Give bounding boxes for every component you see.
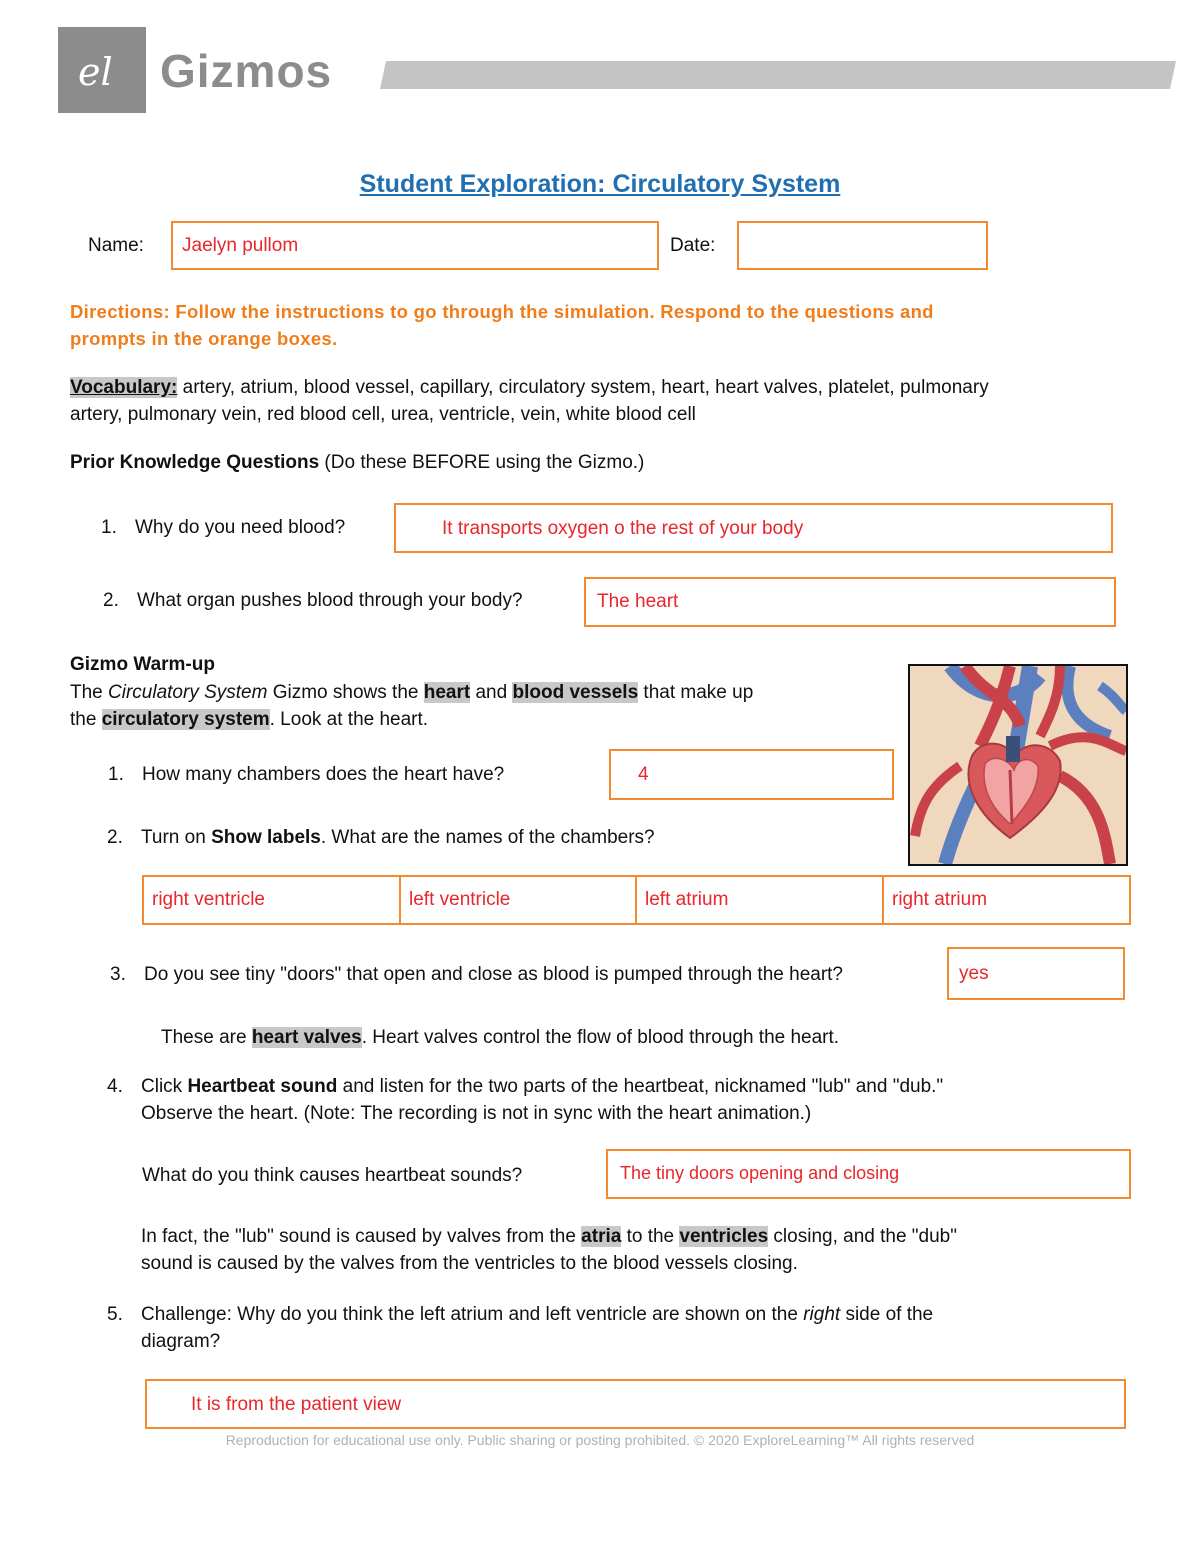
term-atria: atria	[581, 1226, 622, 1247]
brand-name: Gizmos	[160, 45, 333, 97]
date-label: Date:	[670, 235, 716, 256]
intro2-text-2: . Look at the heart.	[269, 709, 429, 730]
prior-q2-text: What organ pushes blood through your body?	[137, 590, 523, 611]
chamber-answer-3[interactable]	[635, 875, 884, 925]
vocabulary	[70, 374, 1140, 428]
warmup-q2-number: 2.	[107, 827, 123, 848]
show-labels-term: Show labels	[211, 827, 321, 848]
chamber-2-text: left ventricle	[409, 889, 511, 910]
prior-q2-answer: The heart	[597, 591, 679, 612]
vocabulary-label: Vocabulary:	[70, 377, 178, 398]
warmup-q3-text: Do you see tiny "doors" that open and close as blood is pumped through the heart?	[144, 964, 844, 985]
warmup-q5-answer-box[interactable]	[145, 1379, 1126, 1429]
lub-dub-fact	[141, 1223, 1141, 1277]
warmup-q4-answer: The tiny doors opening and closing	[620, 1163, 900, 1183]
prior-q2-number: 2.	[103, 590, 119, 611]
warmup-q4-number: 4.	[107, 1076, 123, 1097]
page-title: Student Exploration: Circulatory System	[359, 170, 841, 198]
prior-knowledge-heading	[70, 452, 644, 474]
chamber-1-text: right ventricle	[152, 889, 265, 910]
header-decor-bar	[380, 61, 1176, 89]
intro-text-2: Gizmo shows the	[267, 682, 424, 703]
q2-text-2: . What are the names of the chambers?	[320, 827, 655, 848]
vocabulary-list-1: artery, atrium, blood vessel, capillary, circulatory system, heart, heart valves, platelet, pulmonary	[177, 377, 989, 398]
warmup-q3-number: 3.	[110, 964, 126, 985]
warmup-q2-text	[141, 827, 655, 849]
q4-text-2: and listen for the two parts of the heartbeat, nicknamed "lub" and "dub."	[337, 1076, 944, 1097]
warmup-q1-text: How many chambers does the heart have?	[142, 764, 505, 785]
directions-line-1: Directions: Follow the instructions to go through the simulation. Respond to the questions and	[70, 301, 934, 322]
fact-text-3: closing, and the "dub"	[768, 1226, 957, 1247]
heart-diagram-image	[908, 664, 1128, 866]
warmup-q3-answer: yes	[959, 963, 989, 984]
warmup-heading: Gizmo Warm-up	[70, 654, 215, 675]
brand-logo-box	[58, 27, 146, 113]
chamber-3-text: left atrium	[645, 889, 729, 910]
term-circulatory-system: circulatory system	[101, 709, 270, 730]
warmup-q1-number: 1.	[108, 764, 124, 785]
svg-text:el: el	[78, 50, 113, 94]
intro-text-3: and	[470, 682, 513, 703]
q5-text-1: Challenge: Why do you think the left atrium and left ventricle are shown on the	[141, 1304, 804, 1325]
term-heart-valves: heart valves	[251, 1027, 362, 1048]
vocabulary-list-2: artery, pulmonary vein, red blood cell, urea, ventricle, vein, white blood cell	[70, 404, 696, 425]
prior-q1-number: 1.	[101, 517, 117, 538]
warmup-q3-answer-box[interactable]	[947, 947, 1125, 1000]
prior-q2-answer-box[interactable]	[584, 577, 1116, 627]
term-heart: heart	[423, 682, 471, 703]
q5-line-2: diagram?	[141, 1331, 221, 1352]
date-field[interactable]	[737, 221, 988, 270]
chamber-4-text: right atrium	[892, 889, 988, 910]
warmup-q5-answer: It is from the patient view	[191, 1394, 402, 1415]
warmup-intro	[70, 679, 900, 733]
warmup-q4-answer-box[interactable]	[606, 1149, 1131, 1199]
term-ventricles: ventricles	[679, 1226, 769, 1247]
q2-text-1: Turn on	[141, 827, 212, 848]
warmup-q4-ask: What do you think causes heartbeat sounds?	[142, 1165, 523, 1186]
fact-line-2: sound is caused by the valves from the ventricles to the blood vessels closing.	[141, 1253, 798, 1274]
heart-valves-note	[161, 1027, 839, 1049]
intro2-text-1: the	[70, 709, 102, 730]
chamber-answer-4[interactable]	[882, 875, 1131, 925]
chamber-answer-2[interactable]	[399, 875, 637, 925]
directions-line-2: prompts in the orange boxes.	[70, 328, 338, 349]
prior-heading-note: (Do these BEFORE using the Gizmo.)	[319, 452, 645, 473]
fact-text-1: In fact, the "lub" sound is caused by valves from the	[141, 1226, 582, 1247]
intro-text-4: that make up	[638, 682, 754, 703]
directions-text	[70, 298, 934, 352]
intro-gizmo-name: Circulatory System	[108, 682, 268, 703]
q5-text-2: side of the	[840, 1304, 934, 1325]
warmup-q5-text	[141, 1301, 1141, 1355]
copyright-footer: Reproduction for educational use only. Public sharing or posting prohibited. © 2020 ExploreLearning™ All rights reserved	[225, 1432, 975, 1448]
warmup-q5-number: 5.	[107, 1304, 123, 1325]
valves-text-2: . Heart valves control the flow of blood through the heart.	[361, 1027, 840, 1048]
term-blood-vessels: blood vessels	[512, 682, 639, 703]
warmup-q4-text	[141, 1073, 1141, 1127]
name-field[interactable]	[171, 221, 659, 270]
valves-text-1: These are	[161, 1027, 252, 1048]
prior-heading-text: Prior Knowledge Questions	[70, 452, 320, 473]
name-label: Name:	[88, 235, 144, 256]
chamber-answer-1[interactable]	[142, 875, 401, 925]
intro-text-1: The	[70, 682, 109, 703]
q4-text-1: Click	[141, 1076, 188, 1097]
warmup-q1-answer: 4	[638, 764, 649, 785]
q4-line-2: Observe the heart. (Note: The recording is not in sync with the heart animation.)	[141, 1103, 812, 1124]
prior-q1-answer-box[interactable]	[394, 503, 1113, 553]
el-logo-icon	[72, 45, 132, 95]
prior-q1-answer: It transports oxygen o the rest of your body	[442, 518, 804, 539]
fact-text-2: to the	[621, 1226, 680, 1247]
heart-illustration	[910, 666, 1126, 864]
name-value: Jaelyn pullom	[182, 235, 299, 256]
heartbeat-sound-term: Heartbeat sound	[187, 1076, 338, 1097]
q5-italic-right: right	[803, 1304, 841, 1325]
warmup-q1-answer-box[interactable]	[609, 749, 894, 800]
prior-q1-text: Why do you need blood?	[135, 517, 346, 538]
